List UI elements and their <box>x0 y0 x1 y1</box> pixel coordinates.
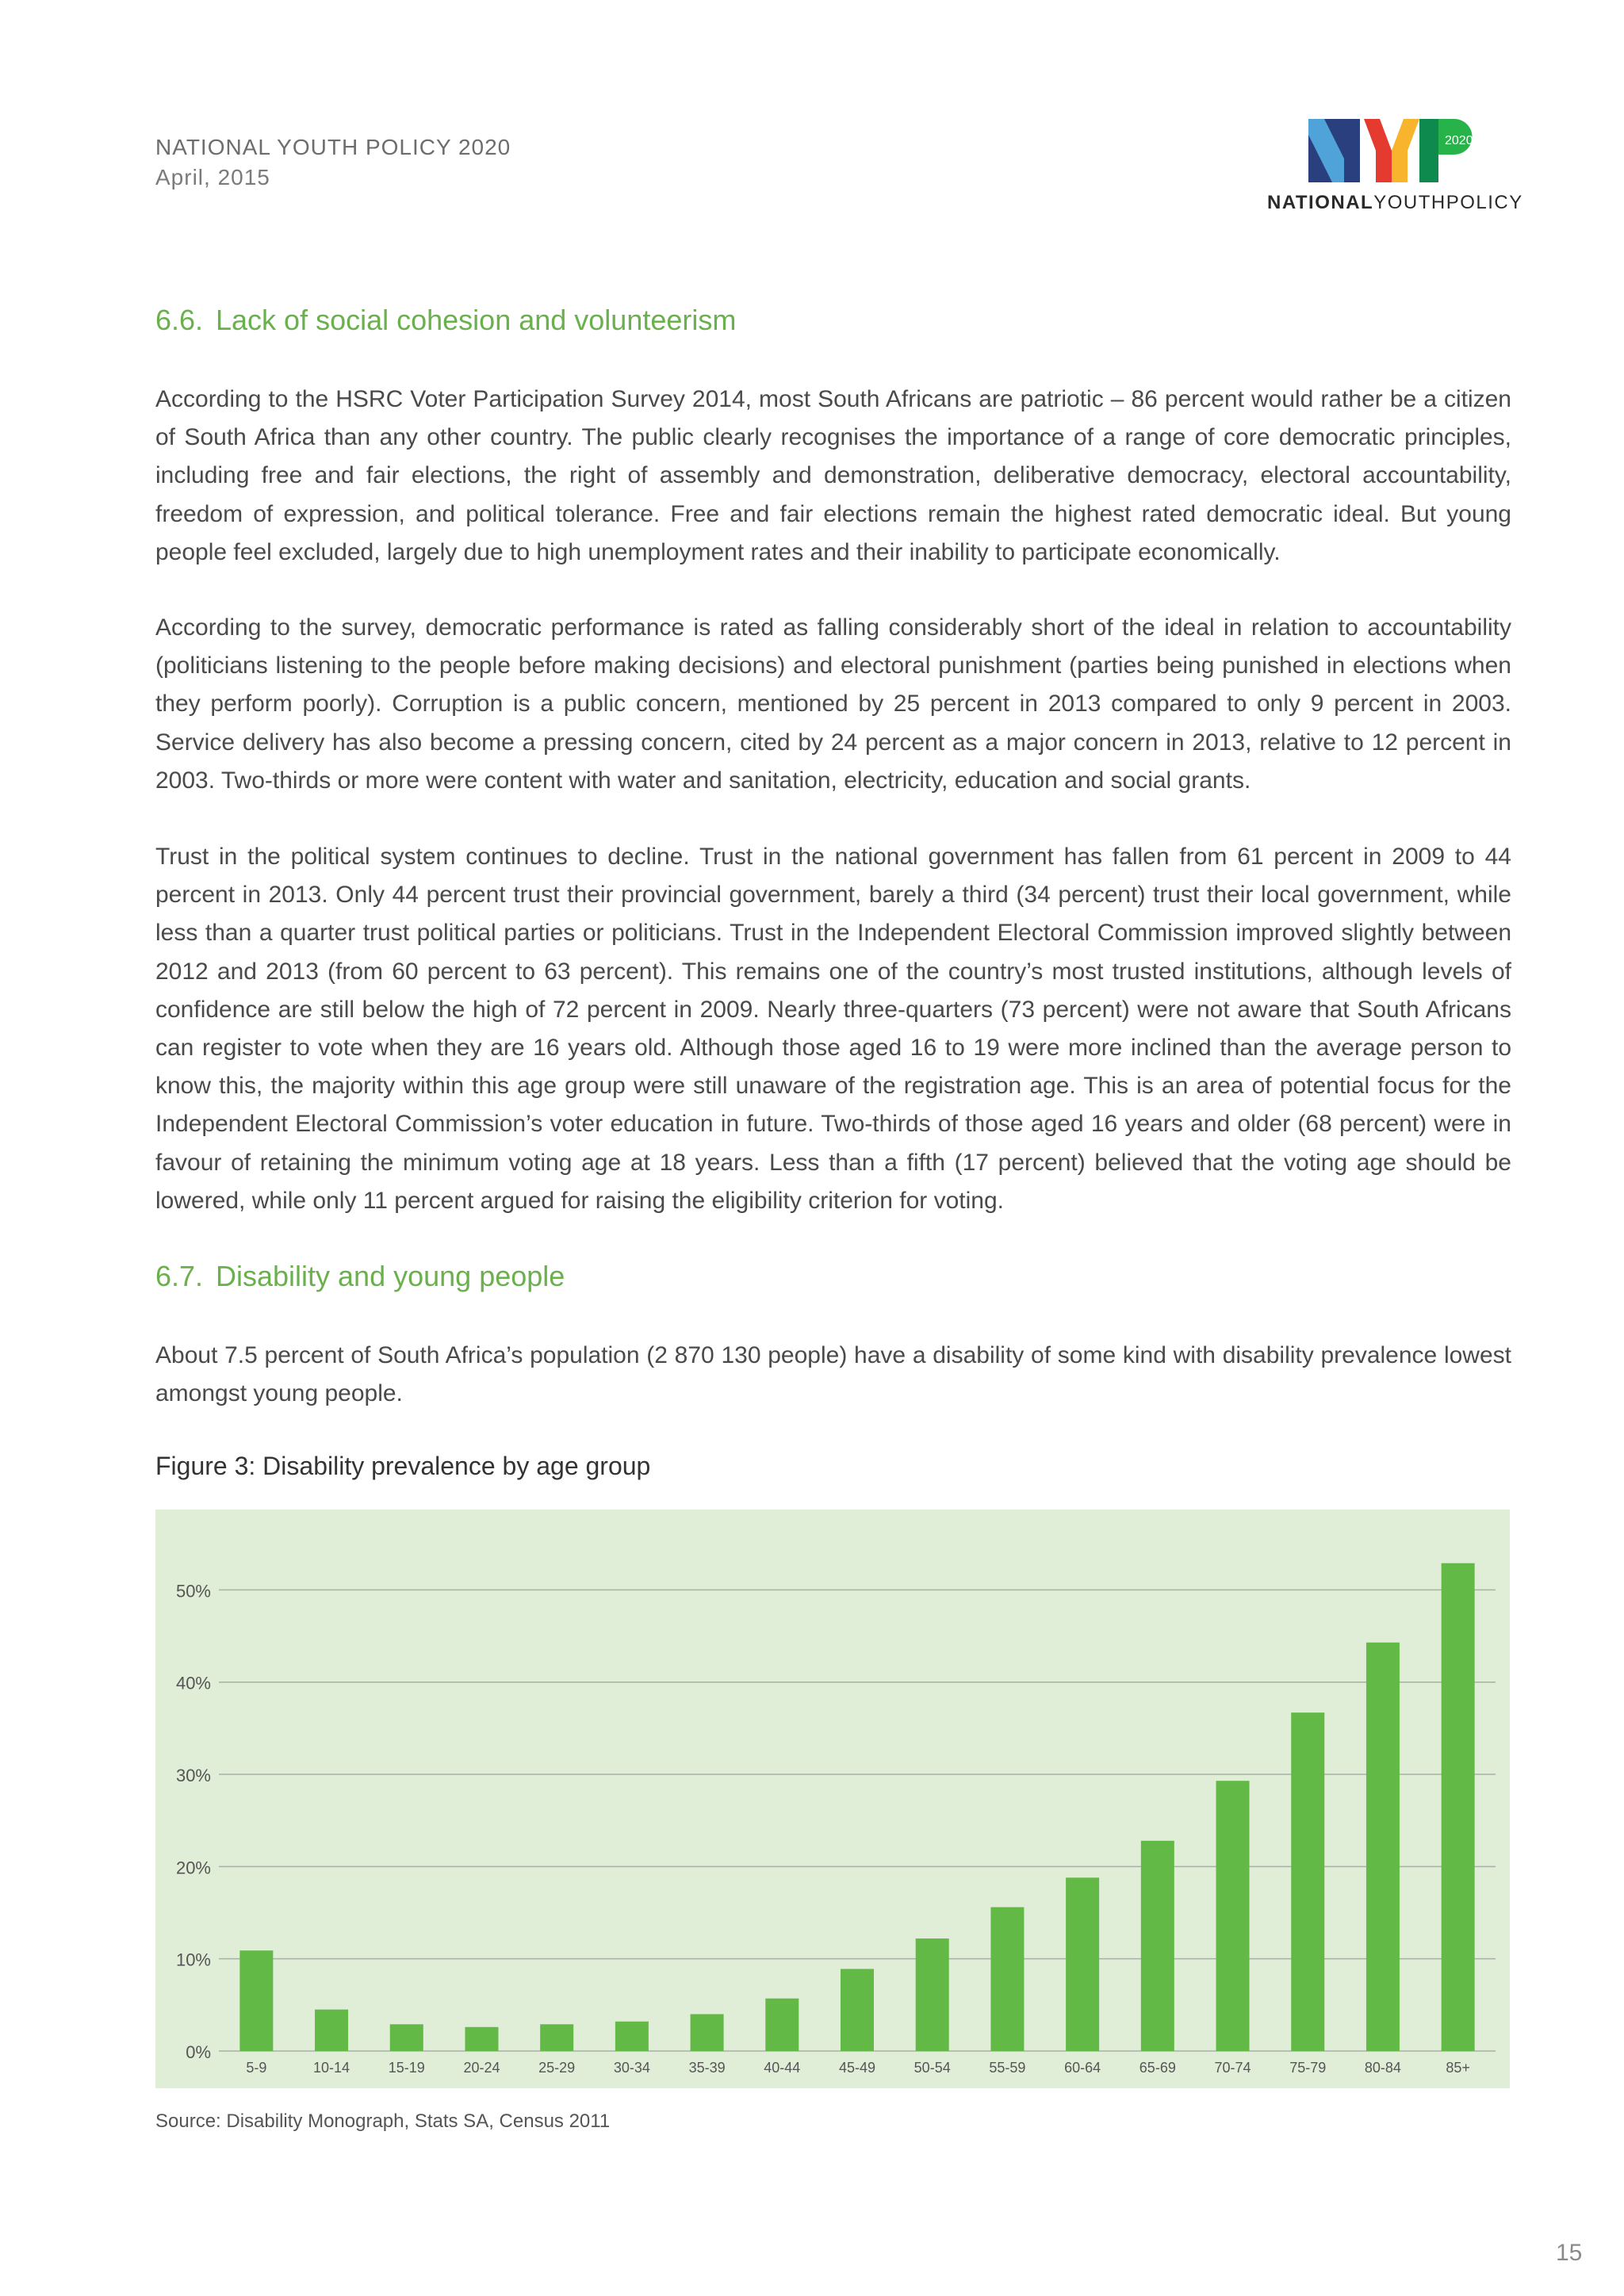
x-tick-label: 30-34 <box>613 2060 650 2076</box>
bar-60-64 <box>1066 1877 1099 2051</box>
bar-55-59 <box>990 1908 1024 2051</box>
body-paragraph: About 7.5 percent of South Africa’s population (2 870 130 people) have a disability of some kind with disability prevalence lowest amongst young people. <box>155 1342 1511 1407</box>
bar-85+ <box>1442 1563 1475 2051</box>
x-tick-label: 65-69 <box>1139 2060 1176 2076</box>
x-tick-label: 80-84 <box>1364 2060 1401 2076</box>
y-tick-label: 20% <box>175 1858 211 1878</box>
document-title: NATIONAL YOUTH POLICY 2020 <box>155 135 511 159</box>
x-tick-label: 20-24 <box>463 2060 500 2076</box>
bar-25-29 <box>540 2024 573 2051</box>
y-tick-label: 10% <box>175 1950 211 1970</box>
x-tick-label: 60-64 <box>1064 2060 1101 2076</box>
logo-wordmark <box>1267 192 1523 214</box>
y-tick-label: 40% <box>175 1673 211 1693</box>
section-title: Disability and young people <box>216 1260 565 1292</box>
logo-year: 2020 <box>1445 134 1473 147</box>
x-tick-label: 50-54 <box>914 2060 951 2076</box>
bar-40-44 <box>765 1999 799 2051</box>
y-tick-label: 30% <box>175 1766 211 1786</box>
bar-5-9 <box>239 1950 273 2051</box>
logo-wordmark-bold: NATIONAL <box>1267 192 1374 213</box>
bar-15-19 <box>390 2024 423 2051</box>
x-tick-label: 35-39 <box>688 2060 726 2076</box>
x-tick-label: 40-44 <box>764 2060 801 2076</box>
x-tick-label: 70-74 <box>1214 2060 1251 2076</box>
section-number: 6.6. <box>155 304 204 336</box>
x-tick-label: 45-49 <box>838 2060 876 2076</box>
bar-70-74 <box>1216 1781 1250 2051</box>
x-tick-label: 25-29 <box>538 2060 576 2076</box>
figure-caption: Figure 3: Disability prevalence by age group <box>155 1452 651 1480</box>
body-paragraph: Trust in the political system continues to decline. Trust in the national government has fallen from 61 percent in 2009 to 44 percent in 2013. Only 44 percent trust their provincial government, barely a third (34 percent) trust their local government, while less than a quarter trust political parties or politicians. Trust in the Independent Electoral Commission improved slightly between 2012 and 2013 (from 60 percent to 63 percent). This remains one of the country’s most trusted institutions, although levels of confidence are still below the high of 72 percent in 2009. Nearly three-quarters (73 percent) were not aware that South Africans can register to vote when they are 16 years old. Although those aged 16 to 19 were more inclined than the average person to know this, the majority within this age group were still unaware of the registration age. This is an area of potential focus for the Independent Electoral Commission’s voter education in future. Two-thirds of those aged 16 years and older (68 percent) were in favour of retaining the minimum voting age at 18 years. Less than a fifth (17 percent) believed that the voting age should be lowered, while only 11 percent argued for raising the eligibility criterion for voting. <box>155 844 1511 1214</box>
x-tick-label: 55-59 <box>989 2060 1026 2076</box>
logo-wordmark-regular: YOUTHPOLICY <box>1373 192 1523 213</box>
bar-10-14 <box>315 2010 348 2051</box>
x-tick-label: 75-79 <box>1289 2060 1327 2076</box>
x-tick-label: 10-14 <box>313 2060 350 2076</box>
bar-50-54 <box>916 1938 949 2051</box>
bar-80-84 <box>1366 1643 1400 2051</box>
section-heading-6-6 <box>155 304 736 337</box>
figure-source: Source: Disability Monograph, Stats SA, Census 2011 <box>155 2110 611 2132</box>
x-tick-label: 15-19 <box>388 2060 425 2076</box>
document-date: April, 2015 <box>155 165 270 189</box>
bar-20-24 <box>465 2027 498 2051</box>
bar-30-34 <box>615 2022 649 2051</box>
page-number: 15 <box>1556 2240 1583 2266</box>
disability-bar-chart <box>155 1510 1510 2088</box>
y-tick-label: 0% <box>186 2042 211 2062</box>
body-paragraph: According to the survey, democratic performance is rated as falling considerably short of the ideal in relation to accountability (politicians listening to the people before making decisions) and electoral punishment (parties being punished in elections when they perform poorly). Corruption is a public concern, mentioned by 25 percent in 2013 compared to only 9 percent in 2003. Service delivery has also become a pressing concern, cited by 24 percent as a major concern in 2013, relative to 12 percent in 2003. Two-thirds or more were content with water and sanitation, electricity, education and social grants. <box>155 614 1511 794</box>
body-paragraph: According to the HSRC Voter Participation Survey 2014, most South Africans are patriotic – 86 percent would rather be a citizen of South Africa than any other country. The public clearly recognises the importance of a range of core democratic principles, including free and fair elections, the right of assembly and demonstration, deliberative democracy, electoral accountability, freedom of expression, and political tolerance. Free and fair elections remain the highest rated democratic ideal. But young people feel excluded, largely due to high unemployment rates and their inability to participate economically. <box>155 386 1511 565</box>
bar-45-49 <box>841 1969 874 2051</box>
x-tick-label: 85+ <box>1446 2060 1470 2076</box>
section-number: 6.7. <box>155 1260 204 1292</box>
x-tick-label: 5-9 <box>246 2060 267 2076</box>
section-title: Lack of social cohesion and volunteerism <box>216 304 737 336</box>
section-heading-6-7 <box>155 1260 565 1293</box>
bar-75-79 <box>1291 1712 1324 2051</box>
bar-35-39 <box>691 2014 724 2051</box>
y-tick-label: 50% <box>175 1581 211 1601</box>
bar-65-69 <box>1141 1841 1174 2051</box>
